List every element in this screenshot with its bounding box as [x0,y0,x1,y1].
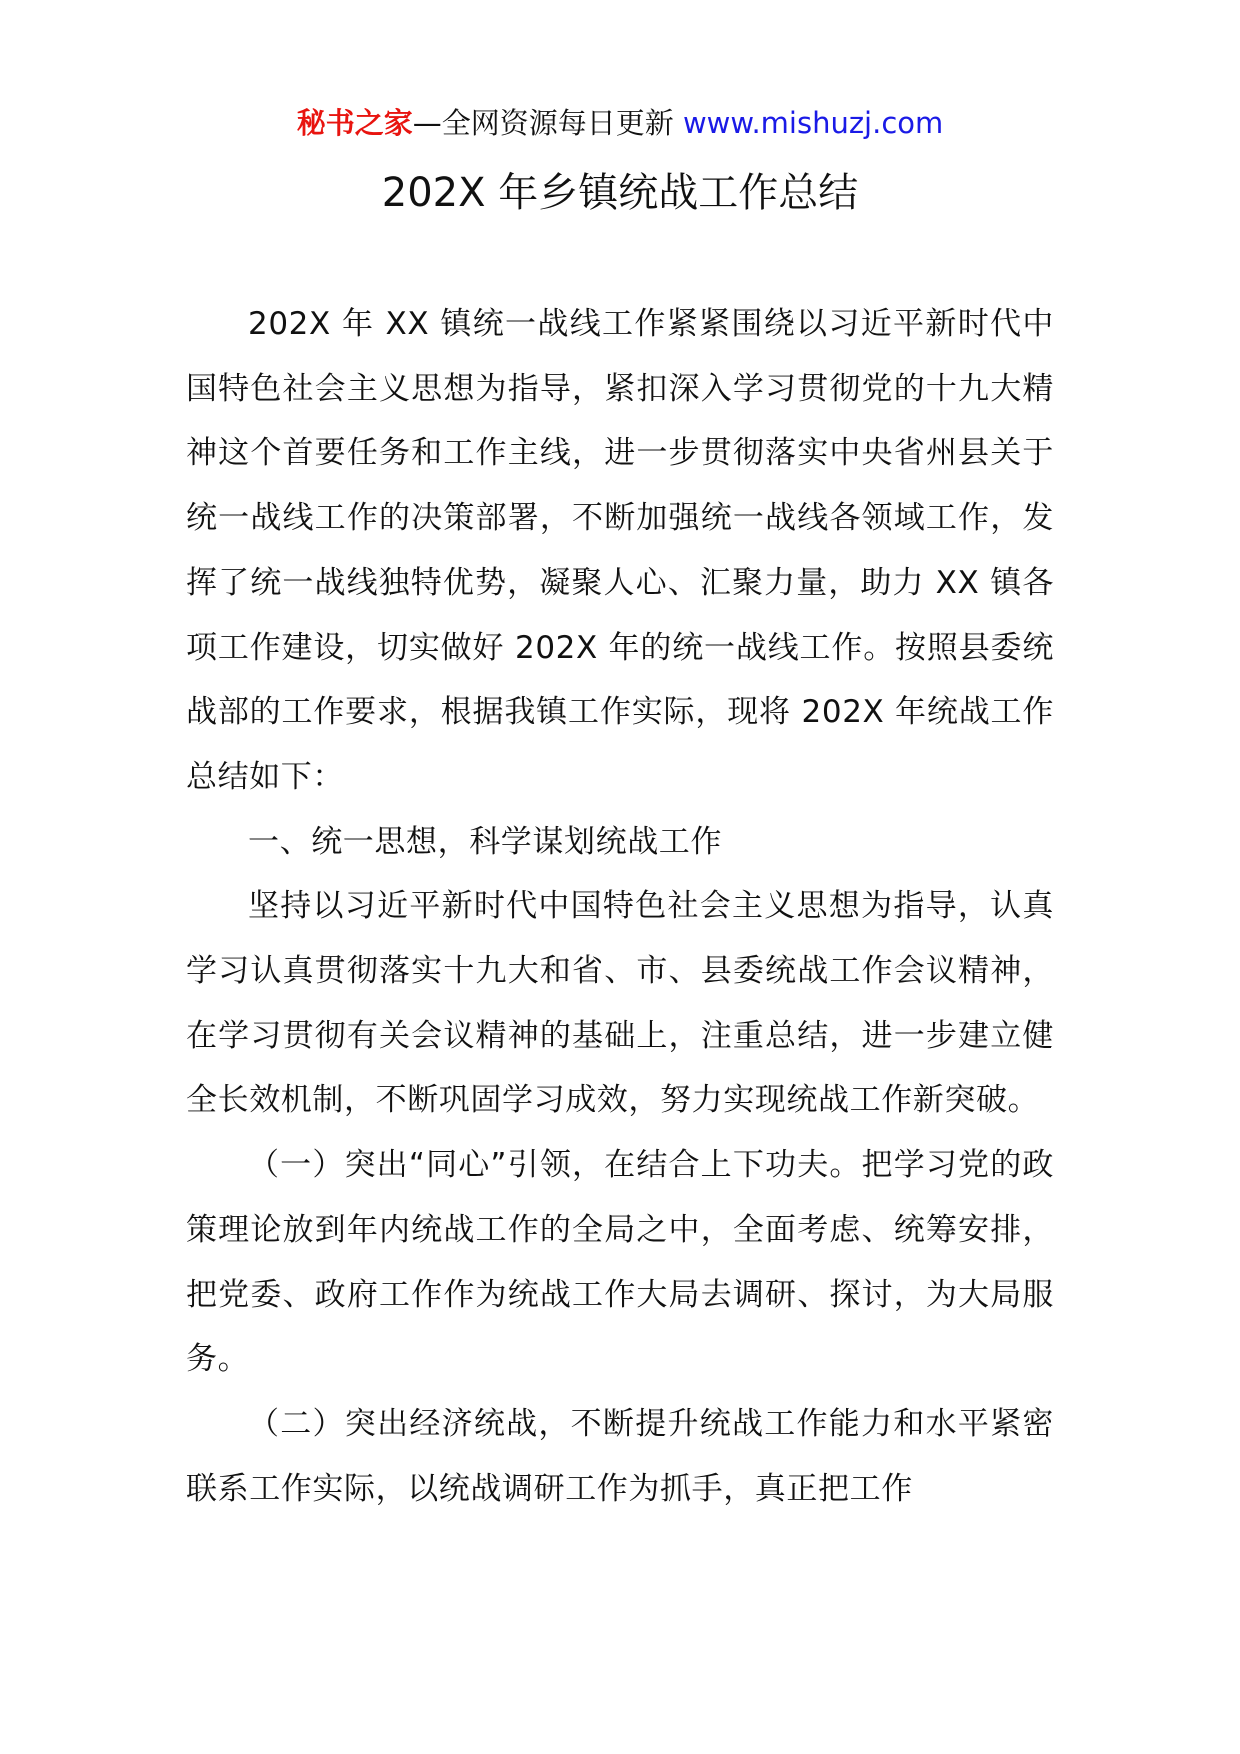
body-paragraph: 坚持以习近平新时代中国特色社会主义思想为指导，认真学习认真贯彻落实十九大和省、市、县委统战工作会议精神，在学习贯彻有关会议精神的基础上，注重总结，进一步建立健全长效机制，不断巩固学习成效，努力实现统战工作新突破。 [186,888,1054,1119]
site-header-banner [0,103,1240,143]
body-paragraph: 202X 年 XX 镇统一战线工作紧紧围绕以习近平新时代中国特色社会主义思想为指导，紧扣深入学习贯彻党的十九大精神这个首要任务和工作主线，进一步贯彻落实中央省州县关于统一战线工作的决策部署，不断加强统一战线各领域工作，发挥了统一战线独特优势，凝聚人心、汇聚力量，助力 XX 镇各项工作建设，切实做好 202X 年的统一战线工作。按照县委统战部的工作要求，根据我镇工作实际，现将 202X 年统战工作总结如下： [186,306,1054,795]
body-paragraph: （一）突出“同心”引领，在结合上下功夫。把学习党的政策理论放到年内统战工作的全局之中，全面考虑、统筹安排，把党委、政府工作作为统战工作大局去调研、探讨，为大局服务。 [186,1147,1054,1378]
document-title: 202X 年乡镇统战工作总结 [381,170,859,216]
site-brand: 秘书之家 [296,106,413,140]
site-slogan: —全网资源每日更新 [412,106,683,140]
site-url-link[interactable]: www.mishuzj.com [682,106,944,140]
document-body [186,292,1054,1521]
section-heading: 一、统一思想，科学谋划统战工作 [248,823,722,860]
body-paragraph: （二）突出经济统战，不断提升统战工作能力和水平紧密联系工作实际，以统战调研工作为抓手，真正把工作 [186,1405,1054,1507]
